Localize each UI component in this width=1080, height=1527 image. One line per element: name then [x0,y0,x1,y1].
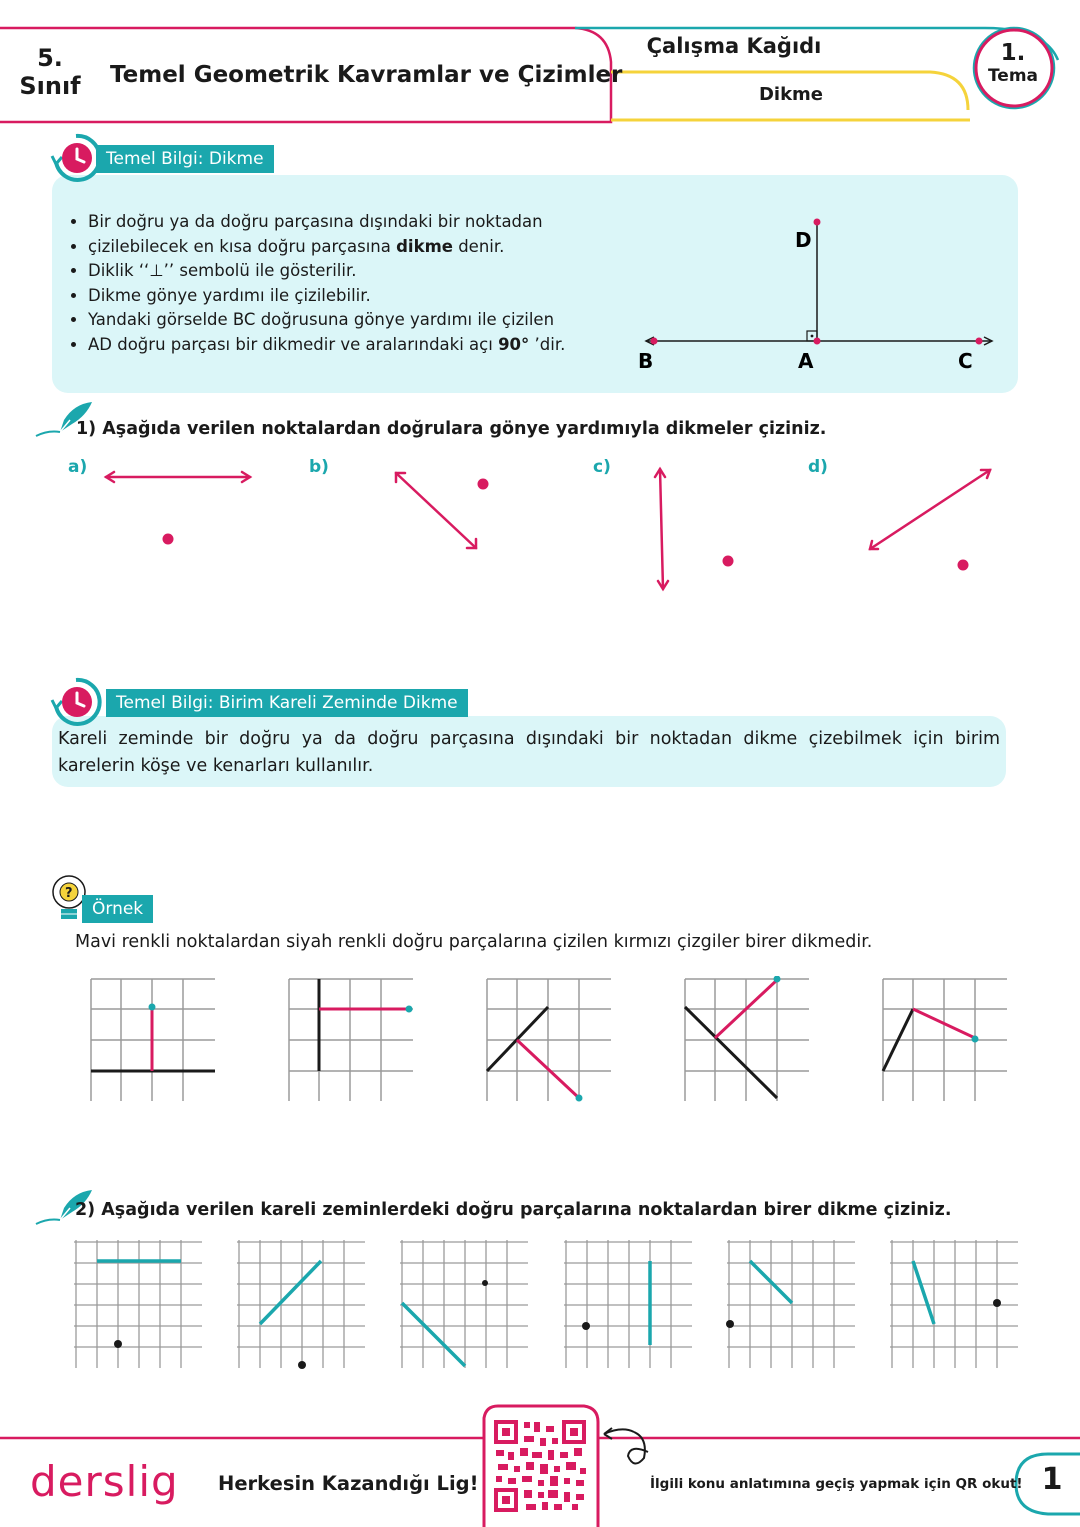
point-c [723,556,734,567]
line-d [870,470,990,549]
exercise-grid-3 [398,1238,530,1370]
question-2: 2) Aşağıda verilen kareli zeminlerdeki doğru parçalarına noktalardan birer dikme çiziniz. [75,1200,952,1220]
sheet-type: Çalışma Kağıdı [646,34,822,58]
point-a [163,534,174,545]
theme-word: Tema [987,66,1039,86]
bullet: • çizilebilecek en kısa doğru parçasına dikme denir. [88,235,648,260]
info-tag-dikme: Temel Bilgi: Dikme [96,145,274,173]
clock-icon [50,676,102,728]
question-1-figures [0,450,1080,610]
page-title: Temel Geometrik Kavramlar ve Çizimler [110,62,623,88]
example-grid-2 [286,976,416,1104]
example-grid-4 [682,976,812,1104]
info-tag-grid: Temel Bilgi: Birim Kareli Zeminde Dikme [106,689,468,717]
label-b: B [638,349,654,373]
point-d [958,560,969,571]
qr-code[interactable] [492,1418,588,1514]
exercise-grid-2 [235,1238,367,1370]
grade-label [18,44,82,100]
example-tag: Örnek [82,895,153,923]
exercise-grid-5 [725,1238,857,1370]
page-number: 1 [1041,1462,1063,1497]
example-text: Mavi renkli noktalardan siyah renkli doğru parçalarına çizilen kırmızı çizgiler birer dikmedir. [75,932,873,952]
point-b [478,479,489,490]
exercise-grid-4 [562,1238,694,1370]
grade-number: 5. [37,44,63,72]
theme-badge [976,40,1050,86]
label-c: C [958,349,973,373]
footer-slogan: Herkesin Kazandığı Lig! [218,1472,479,1495]
exercise-grid-6 [888,1238,1020,1370]
example-grid-3 [484,976,614,1104]
label-d: d) [808,457,828,477]
question-1: 1) Aşağıda verilen noktalardan doğrulara gönye yardımıyla dikmeler çiziniz. [76,419,827,439]
bullet: • Diklik ‘‘⊥’’ sembolü ile gösterilir. [88,259,648,284]
line-b [396,473,476,548]
subtopic: Dikme [758,84,824,105]
theme-number: 1. [1000,40,1026,66]
info-bullets [60,210,648,357]
label-a: A [798,349,814,373]
clock-icon [50,132,102,184]
line-c [660,469,663,589]
grade-word: Sınıf [19,72,81,100]
label-a: a) [68,457,88,477]
bullet: • Yandaki görselde BC doğrusuna gönye yardımı ile çizilen [88,308,648,333]
svg-text:?: ? [65,886,73,901]
bullet: • Bir doğru ya da doğru parçasına dışındaki bir noktadan [88,210,648,235]
example-grid-5 [880,976,1010,1104]
label-b: b) [309,457,329,477]
qr-note: İlgili konu anlatımına geçiş yapmak için QR okut! [650,1476,1023,1492]
exercise-grid-1 [72,1238,204,1370]
label-c: c) [593,457,611,477]
example-grid-1 [88,976,218,1104]
brand-logo: derslig [30,1457,179,1506]
bullet: • AD doğru parçası bir dikmedir ve aralarındaki açı 90° ’dir. [88,333,648,358]
info-grid-text: Kareli zeminde bir doğru ya da doğru parçasına dışındaki bir noktadan dikme çizebilmek için birim karelerin köşe ve kenarları kullanılır. [58,729,1000,776]
label-d: D [795,228,812,252]
bullet: • Dikme gönye yardımı ile çizilebilir. [88,284,648,309]
perpendicular-figure [630,205,1010,380]
